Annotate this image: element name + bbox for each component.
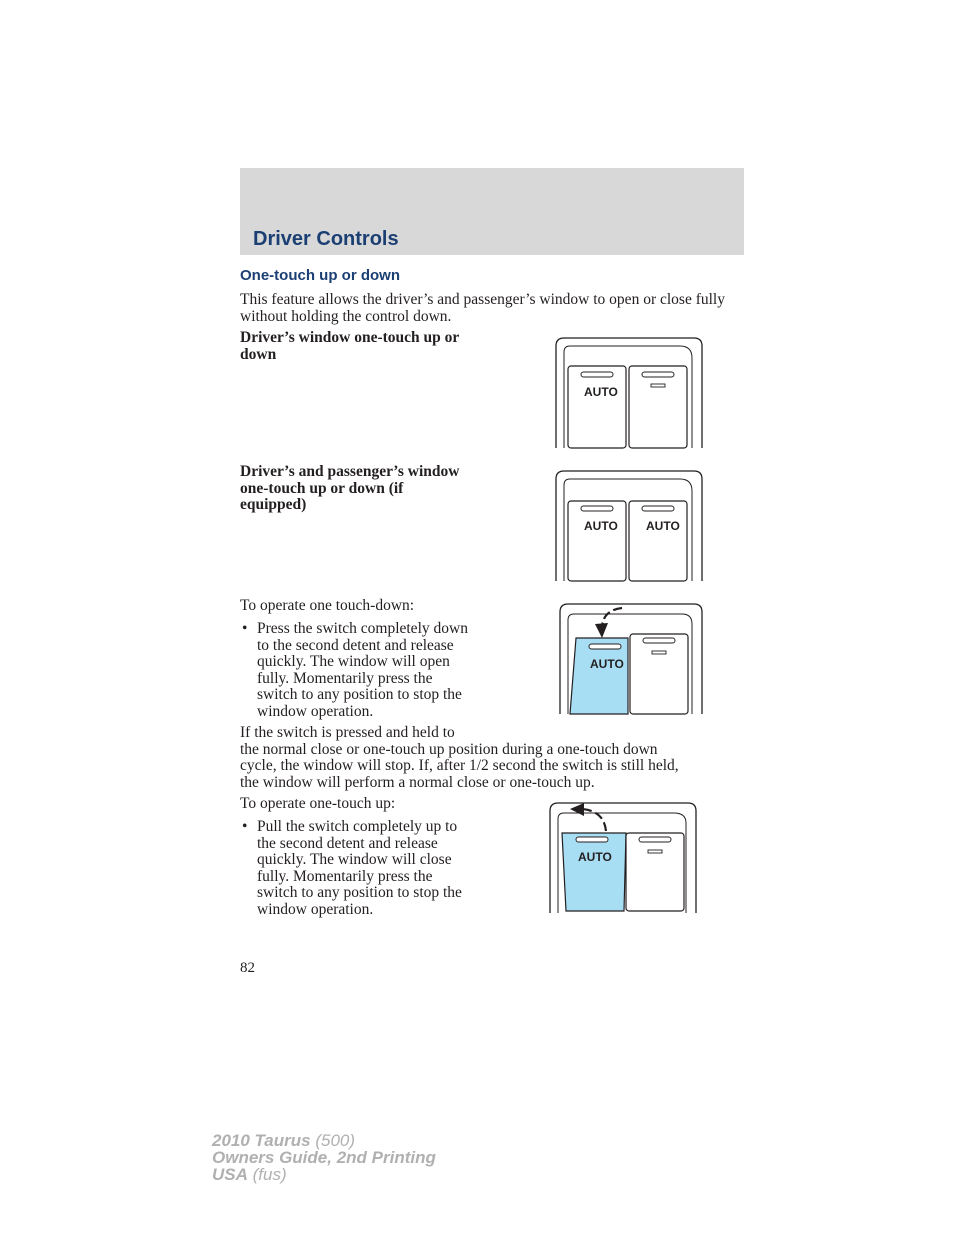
text-line: cycle, the window will stop. If, after 1/2 second the switch is still held, xyxy=(240,757,679,774)
down-bullet-text xyxy=(257,621,507,720)
text-line: quickly. The window will close xyxy=(257,851,452,868)
text-line: Press the switch completely down xyxy=(257,620,468,637)
text-line: fully. Momentarily press the xyxy=(257,669,433,687)
right-switch xyxy=(629,501,687,581)
arrow-up-icon xyxy=(582,809,606,831)
figure-one-touch-up xyxy=(548,801,698,915)
right-switch xyxy=(629,366,687,448)
text-line: quickly. The window will open xyxy=(257,653,450,670)
footer-model-code: (500) xyxy=(315,1131,356,1150)
text-line: Pull the switch completely up to xyxy=(257,818,458,835)
section-title: One-touch up or down xyxy=(240,267,400,284)
bullet-marker: • xyxy=(242,818,248,835)
intro-paragraph xyxy=(240,292,744,325)
text-line: switch to any position to stop the xyxy=(257,884,462,901)
text-line: the second detent and release xyxy=(257,834,438,852)
up-bullet-text xyxy=(257,819,507,918)
page-number: 82 xyxy=(240,960,255,976)
text-line: fully. Momentarily press the xyxy=(257,867,433,885)
caption-line: Driver’s and passenger’s window xyxy=(240,463,460,480)
figure-driver-switch xyxy=(554,336,704,450)
text-line: window operation. xyxy=(257,702,374,720)
text-line: to the second detent and release xyxy=(257,636,454,654)
header-band xyxy=(240,168,744,255)
left-switch xyxy=(568,501,626,581)
up-intro: To operate one-touch up: xyxy=(240,795,396,812)
text-line: If the switch is pressed and held to xyxy=(240,724,455,741)
footer-guide: Owners Guide, 2nd Printing xyxy=(212,1148,436,1167)
text-line: switch to any position to stop the xyxy=(257,686,462,703)
auto-label: AUTO xyxy=(646,519,680,533)
caption-line: down xyxy=(240,345,277,363)
text-line: the normal close or one-touch up position during a one-touch down xyxy=(240,740,658,758)
caption-line: equipped) xyxy=(240,496,307,513)
intro-text: This feature allows the driver’s and passenger’s window to open or close fully without holding the control down. xyxy=(240,291,725,325)
held-paragraph xyxy=(240,725,744,791)
auto-label: AUTO xyxy=(584,385,618,399)
footer-model: 2010 Taurus xyxy=(212,1131,311,1150)
right-switch xyxy=(630,634,688,714)
caption-both-windows xyxy=(240,464,500,514)
down-intro: To operate one touch-down: xyxy=(240,597,415,614)
auto-label: AUTO xyxy=(584,519,618,533)
figure-both-switches xyxy=(554,469,704,583)
bullet-marker: • xyxy=(242,620,248,637)
auto-label: AUTO xyxy=(590,657,624,671)
caption-line: Driver’s window one-touch up or xyxy=(240,329,460,346)
text-line: the window will perform a normal close or one-touch up. xyxy=(240,773,595,791)
pulled-switch xyxy=(562,833,626,911)
chapter-title: Driver Controls xyxy=(253,228,399,250)
footer-region: USA xyxy=(212,1165,248,1184)
footer xyxy=(212,1132,436,1183)
right-switch xyxy=(626,833,684,911)
caption-line: one-touch up or down (if xyxy=(240,479,404,497)
footer-region-code: (fus) xyxy=(252,1165,287,1184)
auto-label: AUTO xyxy=(578,850,612,864)
caption-driver-window xyxy=(240,330,500,363)
left-switch xyxy=(568,366,626,448)
text-line: window operation. xyxy=(257,900,374,918)
figure-one-touch-down xyxy=(558,602,704,716)
